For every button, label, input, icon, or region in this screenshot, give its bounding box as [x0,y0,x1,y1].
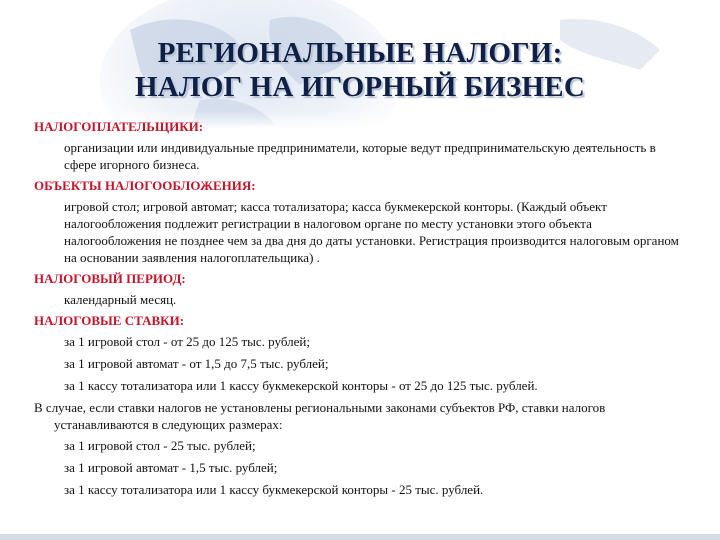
heading-taxpayers: НАЛОГОПЛАТЕЛЬЩИКИ: [34,119,204,134]
slide-title [0,36,720,104]
default-rates-intro: В случае, если ставки налогов не установлены региональными законами субъектов РФ, ставки налогов устанавливаются в следующих размерах: [34,400,606,432]
slide-body [34,118,684,503]
default-rate-item: за 1 игровой автомат - 1,5 тыс. рублей; [64,460,278,475]
text-taxpayers: организации или индивидуальные предприниматели, которые ведут предпринимательскую деятельность в сфере игорного бизнеса. [64,140,656,172]
default-rate-item: за 1 кассу тотализатора или 1 кассу букмекерской конторы - 25 тыс. рублей. [64,482,484,497]
title-line-1: РЕГИОНАЛЬНЫЕ НАЛОГИ: [157,37,563,69]
text-period: календарный месяц. [64,292,177,307]
title-line-2: НАЛОГ НА ИГОРНЫЙ БИЗНЕС [135,71,585,103]
bottom-border [0,534,720,540]
rate-item: за 1 игровой стол - от 25 до 125 тыс. рублей; [64,334,310,349]
heading-rates: НАЛОГОВЫЕ СТАВКИ: [34,313,185,328]
default-rate-item: за 1 игровой стол - 25 тыс. рублей; [64,438,256,453]
rate-item: за 1 кассу тотализатора или 1 кассу букмекерской конторы - от 25 до 125 тыс. рублей. [64,378,538,393]
rate-item: за 1 игровой автомат - от 1,5 до 7,5 тыс. рублей; [64,356,329,371]
heading-objects: ОБЪЕКТЫ НАЛОГООБЛОЖЕНИЯ: [34,178,256,193]
heading-period: НАЛОГОВЫЙ ПЕРИОД: [34,271,186,286]
text-objects: игровой стол; игровой автомат; касса тотализатора; касса букмекерской конторы. (Каждый объект налогообложения подлежит регистрации в налоговом органе по месту установки этого объекта налогообложения не позднее чем за два дня до даты установки. Регистрация производится налоговым органом на основании заявления налогоплательщика) . [64,199,679,265]
